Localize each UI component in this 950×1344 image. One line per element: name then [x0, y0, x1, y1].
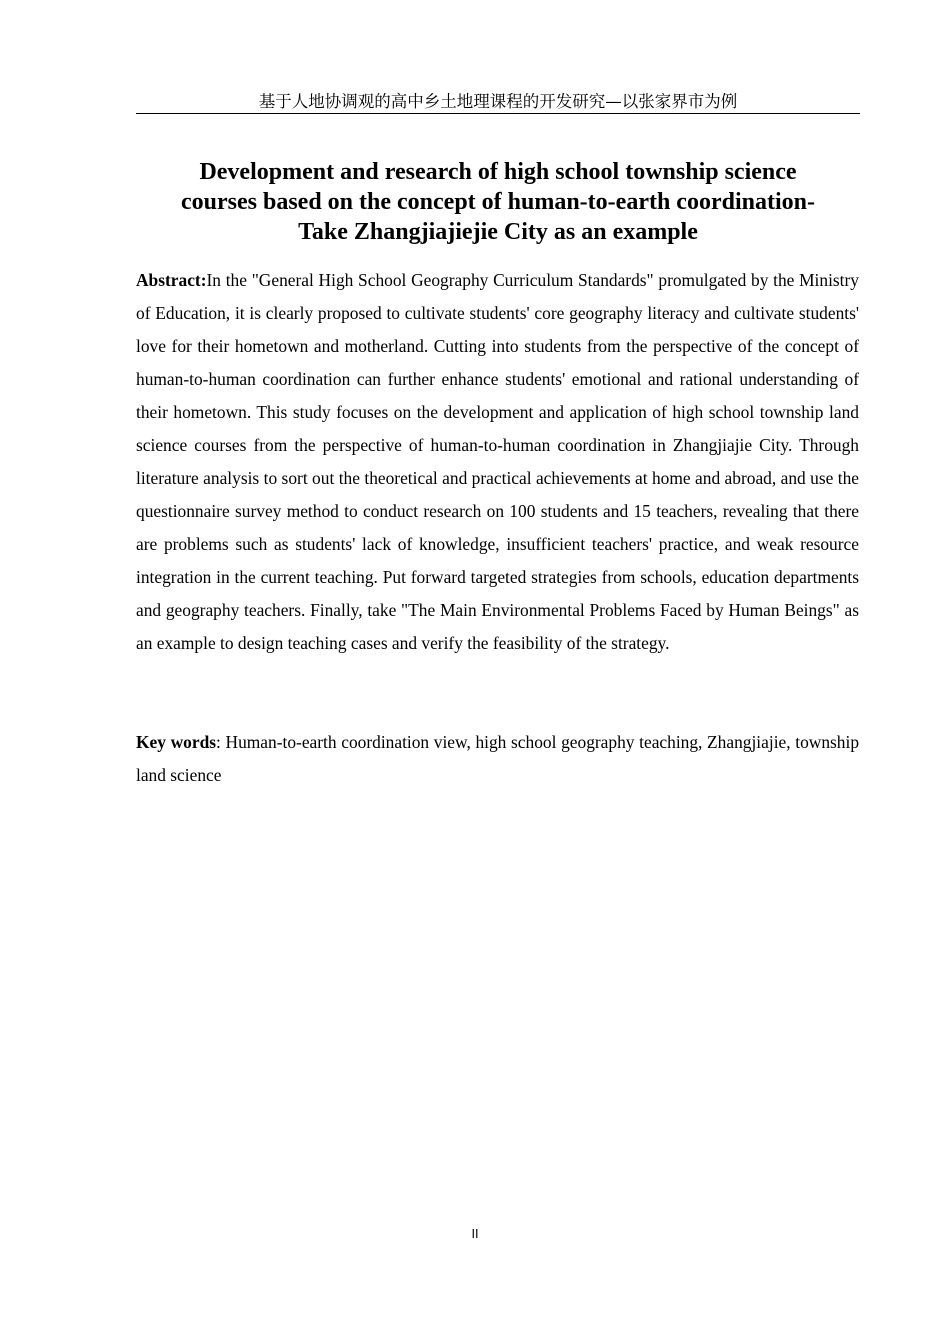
keywords-label: Key words: [136, 732, 217, 752]
abstract-label: Abstract:: [136, 270, 207, 290]
page-number: II: [471, 1227, 479, 1241]
abstract-text: In the "General High School Geography Curriculum Standards" promulgated by the Ministry of Education, it is clearly proposed to cultivate students' core geography literacy and cultivate students' love for their hometown and motherland. Cutting into students from the perspective of the concept of human-to-human coordination can further enhance students' emotional and rational understanding of their hometown. This study focuses on the development and application of high school township land science courses from the perspective of human-to-human coordination in Zhangjiajie City. Through literature analysis to sort out the theoretical and practical achievements at home and abroad, and use the questionnaire survey method to conduct research on 100 students and 15 teachers, revealing that there are problems such as students' lack of knowledge, insufficient teachers' practice, and weak resource integration in the current teaching. Put forward targeted strategies from schools, education departments and geography teachers. Finally, take "The Main Environmental Problems Faced by Human Beings" as an example to design teaching cases and verify the feasibility of the strategy.: [136, 270, 859, 653]
keywords-text: Human-to-earth coordination view, high school geography teaching, Zhangjiajie, township land science: [136, 732, 860, 785]
keywords-separator: :: [216, 732, 226, 752]
title-line-3: Take Zhangjiajiejie City as an example: [298, 219, 698, 245]
abstract-paragraph: [136, 264, 859, 660]
title-line-1: Development and research of high school township science: [199, 159, 797, 185]
keywords-paragraph: [136, 726, 859, 792]
paper-title: [136, 157, 860, 247]
running-header: [136, 90, 860, 114]
title-line-2: courses based on the concept of human-to-earth coordination-: [181, 189, 815, 215]
running-header-text: 基于人地协调观的高中乡土地理课程的开发研究—以张家界市为例: [258, 92, 738, 111]
